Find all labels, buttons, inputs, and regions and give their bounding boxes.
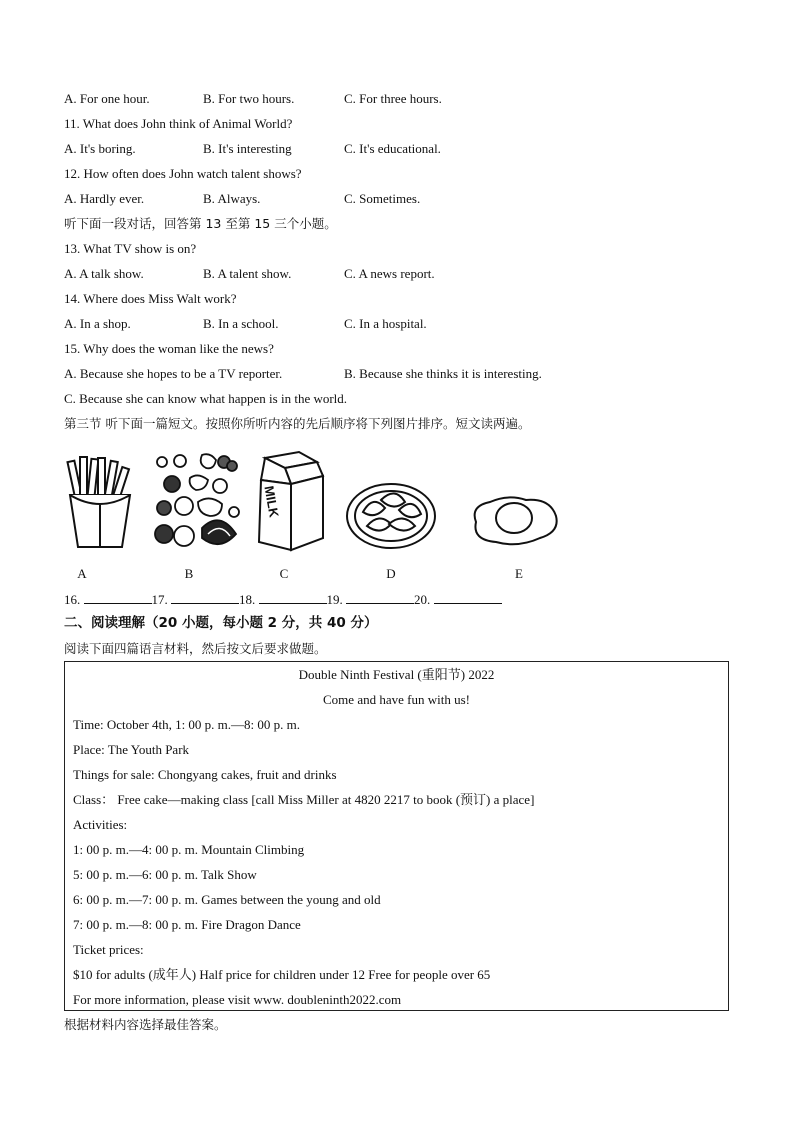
q13-option-a: A. A talk show.: [64, 266, 144, 281]
notice-activity-4: 7: 00 p. m.—8: 00 p. m. Fire Dragon Dance: [73, 917, 301, 932]
q10-option-b: B. For two hours.: [203, 91, 295, 106]
picture-label-b: B: [184, 566, 194, 581]
notice-class: Class： Free cake—making class [call Miss Miller at 4820 2217 to book (预订) a place]: [73, 792, 535, 807]
q14-option-a: A. In a shop.: [64, 316, 131, 331]
section3-instruction: 第三节 听下面一篇短文。按照你所听内容的先后顺序将下列图片排序。短文读两遍。: [64, 416, 531, 431]
part2-instruction: 阅读下面四篇语言材料，然后按文后要求做题。: [64, 641, 327, 656]
q15-option-b: B. Because she thinks it is interesting.: [344, 366, 542, 381]
q11-stem: 11. What does John think of Animal World?: [64, 116, 293, 131]
notice-activities-label: Activities:: [73, 817, 128, 832]
final-instruction: 根据材料内容选择最佳答案。: [64, 1017, 227, 1032]
q12-stem: 12. How often does John watch talent shows?: [64, 166, 302, 181]
blank-label-17: 17.: [151, 592, 168, 607]
q12-option-a: A. Hardly ever.: [64, 191, 145, 206]
q12-option-c: C. Sometimes.: [344, 191, 421, 206]
notice-activity-3: 6: 00 p. m.—7: 00 p. m. Games between the young and old: [73, 892, 381, 907]
q10-option-a: A. For one hour.: [64, 91, 150, 106]
q15-option-c: C. Because she can know what happen is in the world.: [64, 391, 348, 406]
notice-activity-1: 1: 00 p. m.—4: 00 p. m. Mountain Climbing: [73, 842, 305, 857]
q14-option-b: B. In a school.: [203, 316, 279, 331]
festival-notice-box: [64, 661, 729, 1011]
picture-label-e: E: [515, 566, 523, 581]
blank-16[interactable]: [84, 591, 152, 604]
dumplings-plate-icon: [345, 478, 437, 550]
blank-label-19: 19.: [326, 592, 343, 607]
q11-option-a: A. It's boring.: [64, 141, 136, 156]
notice-time: Time: October 4th, 1: 00 p. m.—8: 00 p. m.: [73, 717, 301, 732]
answer-blanks: [64, 591, 502, 609]
fruit-pile-icon: [150, 452, 240, 554]
q12-option-b: B. Always.: [203, 191, 261, 206]
blank-17[interactable]: [171, 591, 239, 604]
notice-ticket-label: Ticket prices:: [73, 942, 144, 957]
q11-option-c: C. It's educational.: [344, 141, 441, 156]
q13-option-b: B. A talent show.: [203, 266, 292, 281]
blank-18[interactable]: [259, 591, 327, 604]
milk-carton-icon: [255, 450, 327, 552]
q11-option-b: B. It's interesting: [203, 141, 292, 156]
blank-label-20: 20.: [414, 592, 431, 607]
q10-option-c: C. For three hours.: [344, 91, 442, 106]
picture-label-c: C: [279, 566, 289, 581]
notice-title: Double Ninth Festival (重阳节) 2022: [298, 667, 495, 682]
q13-option-c: C. A news report.: [344, 266, 435, 281]
q14-option-c: C. In a hospital.: [344, 316, 427, 331]
blank-19[interactable]: [346, 591, 414, 604]
blank-20[interactable]: [434, 591, 502, 604]
fried-egg-icon: [468, 492, 560, 548]
part2-heading: 二、阅读理解（20 小题，每小题 2 分，共 40 分）: [64, 615, 378, 631]
notice-subtitle: Come and have fun with us!: [323, 692, 470, 707]
notice-activity-2: 5: 00 p. m.—6: 00 p. m. Talk Show: [73, 867, 257, 882]
q15-stem: 15. Why does the woman like the news?: [64, 341, 274, 356]
milk-text: MILK: [261, 484, 282, 519]
blank-label-16: 16.: [64, 592, 81, 607]
notice-ticket-prices: $10 for adults (成年人) Half price for children under 12 Free for people over 65: [73, 967, 491, 982]
blank-label-18: 18.: [239, 592, 256, 607]
picture-label-a: A: [77, 566, 87, 581]
q13-stem: 13. What TV show is on?: [64, 241, 197, 256]
french-fries-icon: [66, 455, 134, 550]
notice-place: Place: The Youth Park: [73, 742, 190, 757]
picture-label-d: D: [386, 566, 396, 581]
notice-things-for-sale: Things for sale: Chongyang cakes, fruit and drinks: [73, 767, 337, 782]
q14-stem: 14. Where does Miss Walt work?: [64, 291, 237, 306]
instruction-13-15: 听下面一段对话，回答第 13 至第 15 三个小题。: [64, 216, 337, 231]
notice-more-info: For more information, please visit www. doubleninth2022.com: [73, 992, 402, 1007]
q15-option-a: A. Because she hopes to be a TV reporter.: [64, 366, 283, 381]
